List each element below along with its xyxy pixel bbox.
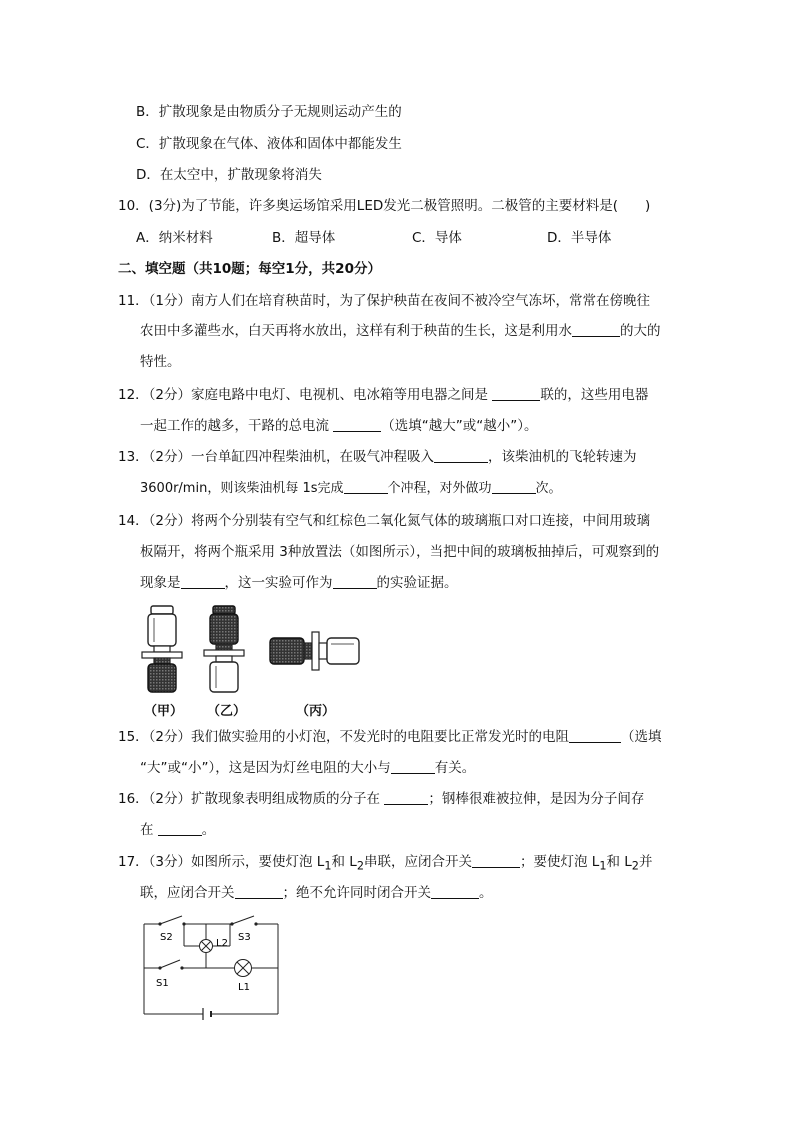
q12-blank-2[interactable] [333,419,381,432]
q11-blank[interactable] [572,324,620,337]
setup-yi [204,606,244,692]
q14-line-2: 板隔开，将两个瓶采用 3种放置法（如图所示），当把中间的玻璃板抽掉后，可观察到的 [140,544,660,560]
q17-text-d: ；要使灯泡 L [520,854,600,870]
q14-text-a: 现象是 [140,575,181,591]
label-l2: L2 [216,938,228,949]
q12-text-a: 12．（2分）家庭电路中电灯、电视机、电冰箱等用电器之间是 [118,387,489,403]
q16-text-b: ；钢棒很难被拉伸，是因为分子间存 [428,791,645,807]
q13-blank-3[interactable] [492,481,536,494]
q10-option-d: D．半导体 [547,230,612,246]
setup-bing [270,632,359,670]
q14-text-b: ，这一实验可作为 [224,575,333,591]
lamp-l2 [200,940,213,953]
q17-text-h: ；绝不允许同时闭合开关 [282,885,431,901]
q16-period: 。 [201,822,216,838]
label-s1: S1 [156,978,169,989]
q16-blank-2[interactable] [158,823,202,836]
q10-stem: 10．(3分)为了节能，许多奥运场馆采用LED发光二极管照明。二极管的主要材料是( ) [118,198,651,214]
q13-line-2 [140,480,562,498]
q15-text-c: “大”或“小”），这是因为灯丝电阻的大小与 [140,760,391,776]
q10-option-b: B．超导体 [272,230,336,246]
q17-line-2 [140,884,493,902]
q17-period: 。 [479,885,493,901]
q13-text-c: 3600r/min，则该柴油机每 1s完成 [140,481,344,496]
q10-option-a: A．纳米材料 [136,230,213,246]
q13-text-a: 13．（2分）一台单缸四冲程柴油机，在吸气冲程吸入 [118,449,435,465]
q17-blank-3[interactable] [431,886,479,899]
q14-line-3 [140,574,458,592]
q16-text-c: 在 [140,822,154,838]
q14-line-1: 14．（2分）将两个分别装有空气和红棕色二氧化氮气体的玻璃瓶口对口连接，中间用玻璃 [118,513,651,529]
q12-text-c: 一起工作的越多，干路的总电流 [140,418,329,434]
q17-sub-4: 2 [631,859,639,873]
q17-line-1 [118,853,652,876]
circuit-diagram [140,910,290,1022]
q11-line-2 [140,322,661,340]
q17-text-g: 联，应闭合开关 [140,885,235,901]
q17-sub-2: 2 [356,859,364,873]
q12-blank-1[interactable] [492,388,540,401]
q15-line-2 [140,759,475,777]
label-s2: S2 [160,932,173,943]
q10-option-c: C．导体 [412,230,462,246]
q15-text-b: （选填 [621,729,662,745]
q17-text-f: 并 [638,854,653,870]
lamp-l1 [235,960,252,977]
q15-text-d: 有关。 [434,760,476,776]
q14-blank-2[interactable] [333,576,377,589]
setup-jia [142,606,182,692]
q11-text-b: 的大的 [620,323,661,339]
q17-blank-1[interactable] [472,855,520,868]
q13-text-d: 个冲程，对外做功 [387,481,492,496]
q11-line-3: 特性。 [140,354,181,370]
q15-line-1 [118,728,662,746]
q17-text-a: 17．（3分）如图所示，要使灯泡 L [118,854,325,870]
q15-text-a: 15．（2分）我们做实验用的小灯泡，不发光时的电阻要比正常发光时的电阻 [118,729,570,745]
q17-sub-1: 1 [324,859,332,873]
q12-text-b: 联的，这些用电器 [540,387,649,403]
q17-blank-2[interactable] [235,886,283,899]
section-title: 二、填空题（共10题；每空1分，共20分） [118,261,381,277]
q14-text-c: 的实验证据。 [376,575,458,591]
q9-option-c: C．扩散现象在气体、液体和固体中都能发生 [136,136,402,152]
label-l1: L1 [238,982,250,993]
q17-sub-3: 1 [599,859,607,873]
q14-blank-1[interactable] [181,576,225,589]
caption-bing: （丙） [296,704,336,719]
q15-blank-2[interactable] [391,761,435,774]
q9-option-b: B．扩散现象是由物质分子无规则运动产生的 [136,104,402,120]
q16-line-2 [140,821,215,839]
q12-line-2 [140,417,538,435]
q13-blank-1[interactable] [434,450,488,463]
q16-text-a: 16．（2分）扩散现象表明组成物质的分子在 [118,791,381,807]
q13-blank-2[interactable] [344,481,388,494]
q17-text-c: 串联，应闭合开关 [364,854,472,870]
q12-line-1 [118,386,648,404]
q15-blank-1[interactable] [569,730,621,743]
q16-blank-1[interactable] [384,792,428,805]
q17-text-e: 和 L [606,854,632,870]
q16-line-1 [118,790,644,808]
q9-option-d: D．在太空中，扩散现象将消失 [136,167,322,183]
q13-line-1 [118,448,637,466]
q11-text-a: 农田中多灌些水，白天再将水放出，这样有利于秧苗的生长，这是利用水 [140,323,572,339]
q13-text-e: 次。 [535,481,562,496]
q11-line-1: 11．（1分）南方人们在培育秧苗时，为了保护秧苗在夜间不被冷空气冻坏，常常在傍晚往 [118,293,651,309]
caption-jia: （甲） [144,704,184,719]
gas-diffusion-figure [138,604,368,702]
q12-text-d: （选填“越大”或“越小”）。 [381,418,538,434]
q13-text-b: ，该柴油机的飞轮转速为 [488,449,637,465]
caption-yi: （乙） [207,704,247,719]
label-s3: S3 [238,932,251,943]
q17-text-b: 和 L [331,854,357,870]
